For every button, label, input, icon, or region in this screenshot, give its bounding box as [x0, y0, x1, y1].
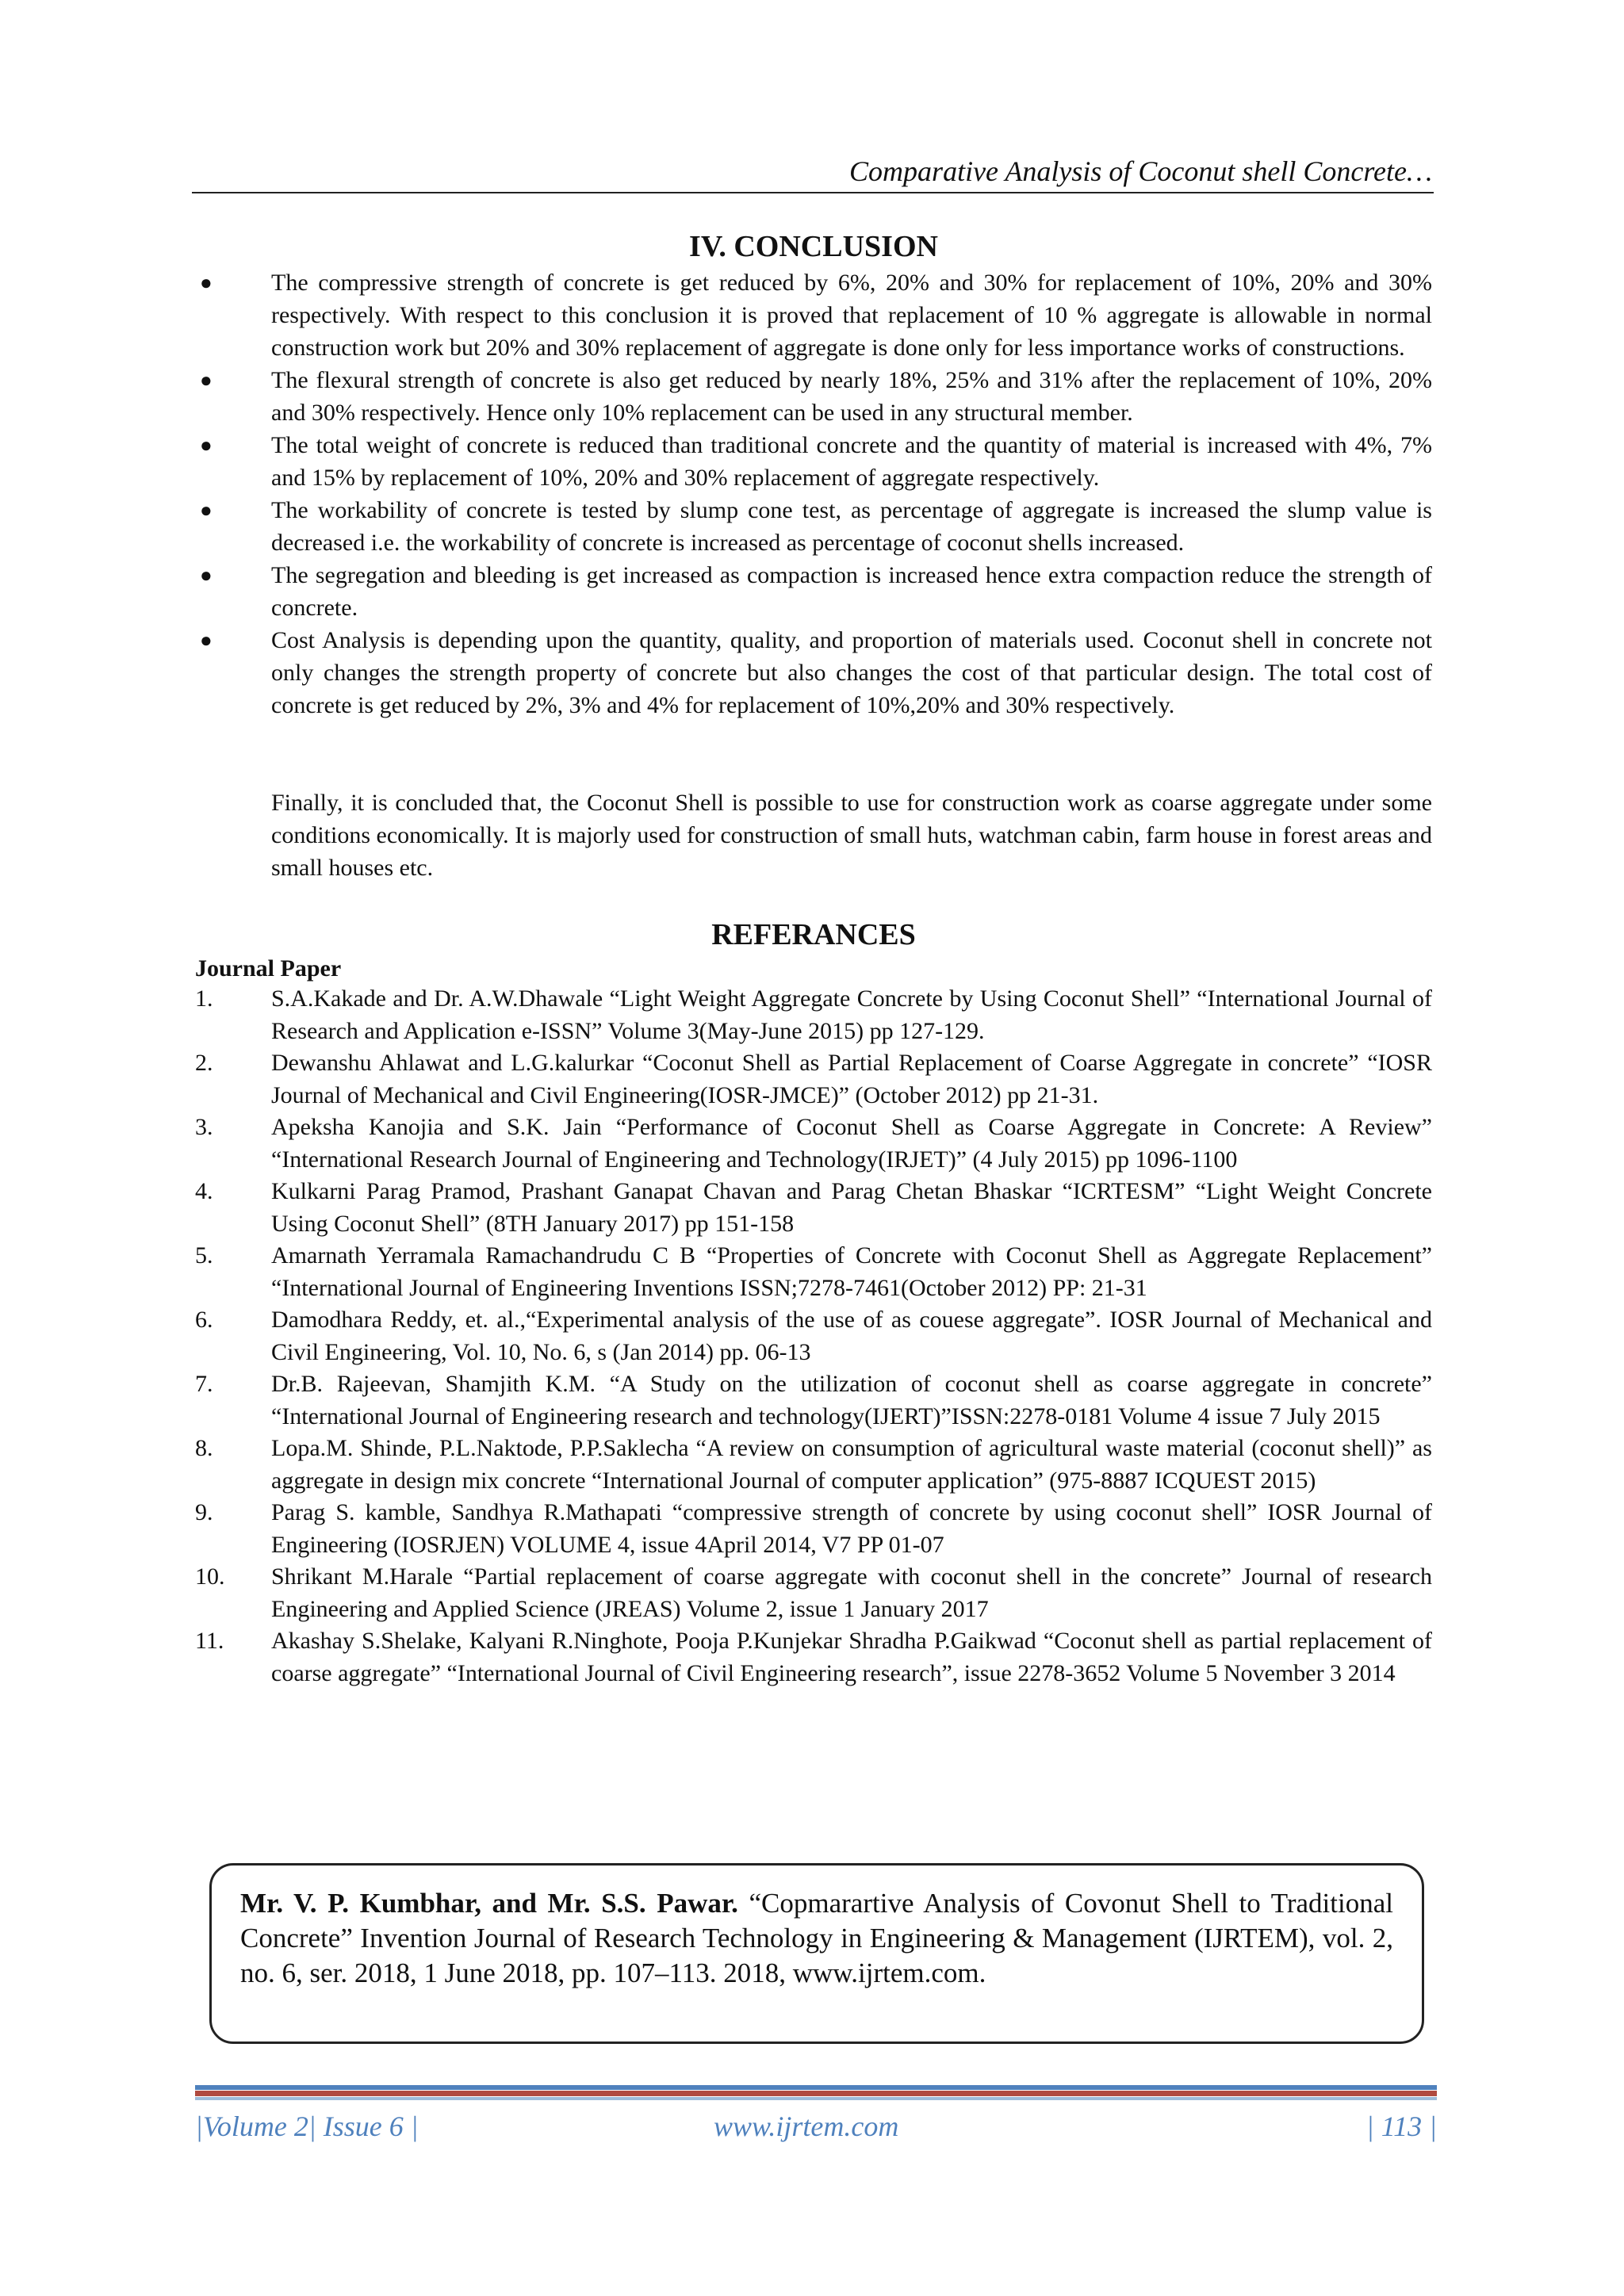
- reference-number: 7.: [195, 1371, 213, 1397]
- conclusion-title: IV. CONCLUSION: [689, 230, 938, 263]
- bullet-icon: ●: [200, 369, 213, 392]
- footer-rule-red: [195, 2091, 1437, 2096]
- bullet-icon: ●: [200, 629, 213, 652]
- reference-item: [195, 1240, 1432, 1304]
- bullet-icon: ●: [200, 434, 213, 457]
- reference-item: [195, 1112, 1432, 1176]
- reference-item: [195, 1304, 1432, 1368]
- conclusion-closing-paragraph: Finally, it is concluded that, the Coconut Shell is possible to use for construction work as coarse aggregate under some conditions economically. It is majorly used for construction of small huts, watchman cabin, farm house in forest areas and small houses etc.: [271, 790, 1432, 881]
- reference-text: Parag S. kamble, Sandhya R.Mathapati “compressive strength of concrete by using coconut shell” IOSR Journal of Engineering (IOSRJEN) VOLUME 4, issue 4April 2014, V7 PP 01-07: [271, 1499, 1432, 1558]
- reference-number: 9.: [195, 1499, 213, 1525]
- reference-number: 2.: [195, 1050, 213, 1076]
- reference-text: Lopa.M. Shinde, P.L.Naktode, P.P.Saklecha “A review on consumption of agricultural waste material (coconut shell)” as aggregate in design mix concrete “International Journal of computer application” (975-8887 ICQUEST 2015): [271, 1435, 1432, 1494]
- bullet-text: The total weight of concrete is reduced than traditional concrete and the quantity of material is increased with 4%, 7% and 15% by replacement of 10%, 20% and 30% replacement of aggregate respectively.: [271, 432, 1432, 491]
- reference-item: [195, 1433, 1432, 1497]
- bullet-text: Cost Analysis is depending upon the quantity, quality, and proportion of materials used. Coconut shell in concrete not only changes the strength property of concrete but also changes the cost of that particular design. The total cost of concrete is get reduced by 2%, 3% and 4% for replacement of 10%,20% and 30% respectively.: [271, 627, 1432, 718]
- reference-number: 1.: [195, 985, 213, 1012]
- running-header: Comparative Analysis of Coconut shell Concrete…: [849, 155, 1432, 187]
- footer-website-link[interactable]: www.ijrtem.com: [714, 2110, 899, 2142]
- reference-number: 10.: [195, 1563, 225, 1590]
- reference-number: 5.: [195, 1242, 213, 1269]
- reference-item: [195, 1047, 1432, 1112]
- citation-box: [209, 1863, 1424, 2044]
- footer-page-number: | 113 |: [1365, 2110, 1437, 2142]
- reference-number: 8.: [195, 1435, 213, 1461]
- reference-number: 4.: [195, 1178, 213, 1204]
- conclusion-bullet-list: [195, 266, 1432, 721]
- bullet-text: The segregation and bleeding is get increased as compaction is increased hence extra compaction reduce the strength of concrete.: [271, 562, 1432, 621]
- reference-number: 3.: [195, 1114, 213, 1140]
- bullet-text: The flexural strength of concrete is also get reduced by nearly 18%, 25% and 31% after the replacement of 10%, 20% and 30% respectively. Hence only 10% replacement can be used in any structural member.: [271, 367, 1432, 426]
- bullet-icon: ●: [200, 499, 213, 522]
- reference-list: [195, 983, 1432, 1689]
- citation-text: “Copmarartive Analysis of Covonut Shell to Traditional Concrete” Invention Journal of Research Technology in Engineering & Management (IJRTEM), vol. 2, no. 6, ser. 2018, 1 June 2018, pp. 107–113. 2018, www.ijrtem.com.: [240, 1888, 1393, 1988]
- citation-authors: Mr. V. P. Kumbhar, and Mr. S.S. Pawar.: [240, 1888, 738, 1919]
- reference-item: [195, 1625, 1432, 1689]
- reference-number: 6.: [195, 1307, 213, 1333]
- reference-text: Damodhara Reddy, et. al.,“Experimental analysis of the use of as couese aggregate”. IOSR Journal of Mechanical and Civil Engineering, Vol. 10, No. 6, s (Jan 2014) pp. 06-13: [271, 1307, 1432, 1365]
- reference-text: Akashay S.Shelake, Kalyani R.Ninghote, Pooja P.Kunjekar Shradha P.Gaikwad “Coconut shell as partial replacement of coarse aggregate” “International Journal of Civil Engineering research”, issue 2278-3652 Volume 5 November 3 2014: [271, 1628, 1432, 1686]
- header-rule: [192, 192, 1434, 193]
- footer-rule-light: [195, 2097, 1437, 2100]
- conclusion-bullet: [195, 624, 1432, 721]
- reference-text: Shrikant M.Harale “Partial replacement of coarse aggregate with coconut shell in the concrete” Journal of research Engineering and Applied Science (JREAS) Volume 2, issue 1 January 2017: [271, 1563, 1432, 1622]
- bullet-icon: ●: [200, 271, 213, 294]
- bullet-text: The compressive strength of concrete is get reduced by 6%, 20% and 30% for replacement of 10%, 20% and 30% respectively. With respect to this conclusion it is proved that replacement of 10 % aggregate is allowable in normal construction work but 20% and 30% replacement of aggregate is done only for less importance works of constructions.: [271, 270, 1432, 361]
- conclusion-bullet: [195, 429, 1432, 494]
- reference-item: [195, 1176, 1432, 1240]
- conclusion-bullet: [195, 266, 1432, 364]
- reference-text: Kulkarni Parag Pramod, Prashant Ganapat Chavan and Parag Chetan Bhaskar “ICRTESM” “Light Weight Concrete Using Coconut Shell” (8TH January 2017) pp 151-158: [271, 1178, 1432, 1237]
- references-title: REFERANCES: [711, 918, 916, 951]
- footer-volume-issue: |Volume 2| Issue 6 |: [195, 2110, 419, 2142]
- reference-text: Amarnath Yerramala Ramachandrudu C B “Properties of Concrete with Coconut Shell as Aggregate Replacement” “International Journal of Engineering Inventions ISSN;7278-7461(October 2012) PP: 21-31: [271, 1242, 1432, 1301]
- conclusion-bullet: [195, 494, 1432, 559]
- reference-text: S.A.Kakade and Dr. A.W.Dhawale “Light Weight Aggregate Concrete by Using Coconut Shell” “International Journal of Research and Application e-ISSN” Volume 3(May-June 2015) pp 127-129.: [271, 985, 1432, 1044]
- bullet-icon: ●: [200, 564, 213, 587]
- reference-item: [195, 983, 1432, 1047]
- reference-number: 11.: [195, 1628, 224, 1654]
- footer-rule-blue: [195, 2085, 1437, 2090]
- references-subtitle: Journal Paper: [195, 955, 342, 982]
- reference-item: [195, 1368, 1432, 1433]
- bullet-text: The workability of concrete is tested by slump cone test, as percentage of aggregate is increased the slump value is decreased i.e. the workability of concrete is increased as percentage of coconut shells increased.: [271, 497, 1432, 556]
- reference-text: Apeksha Kanojia and S.K. Jain “Performance of Coconut Shell as Coarse Aggregate in Concrete: A Review” “International Research Journal of Engineering and Technology(IRJET)” (4 July 2015) pp 1096-1100: [271, 1114, 1432, 1173]
- reference-text: Dewanshu Ahlawat and L.G.kalurkar “Coconut Shell as Partial Replacement of Coarse Aggregate in concrete” “IOSR Journal of Mechanical and Civil Engineering(IOSR-JMCE)” (October 2012) pp 21-31.: [271, 1050, 1432, 1108]
- reference-text: Dr.B. Rajeevan, Shamjith K.M. “A Study on the utilization of coconut shell as coarse aggregate in concrete” “International Journal of Engineering research and technology(IJERT)”ISSN:2278-0181 Volume 4 issue 7 July 2015: [271, 1371, 1432, 1429]
- reference-item: [195, 1497, 1432, 1561]
- reference-item: [195, 1561, 1432, 1625]
- conclusion-bullet: [195, 364, 1432, 429]
- conclusion-bullet: [195, 559, 1432, 624]
